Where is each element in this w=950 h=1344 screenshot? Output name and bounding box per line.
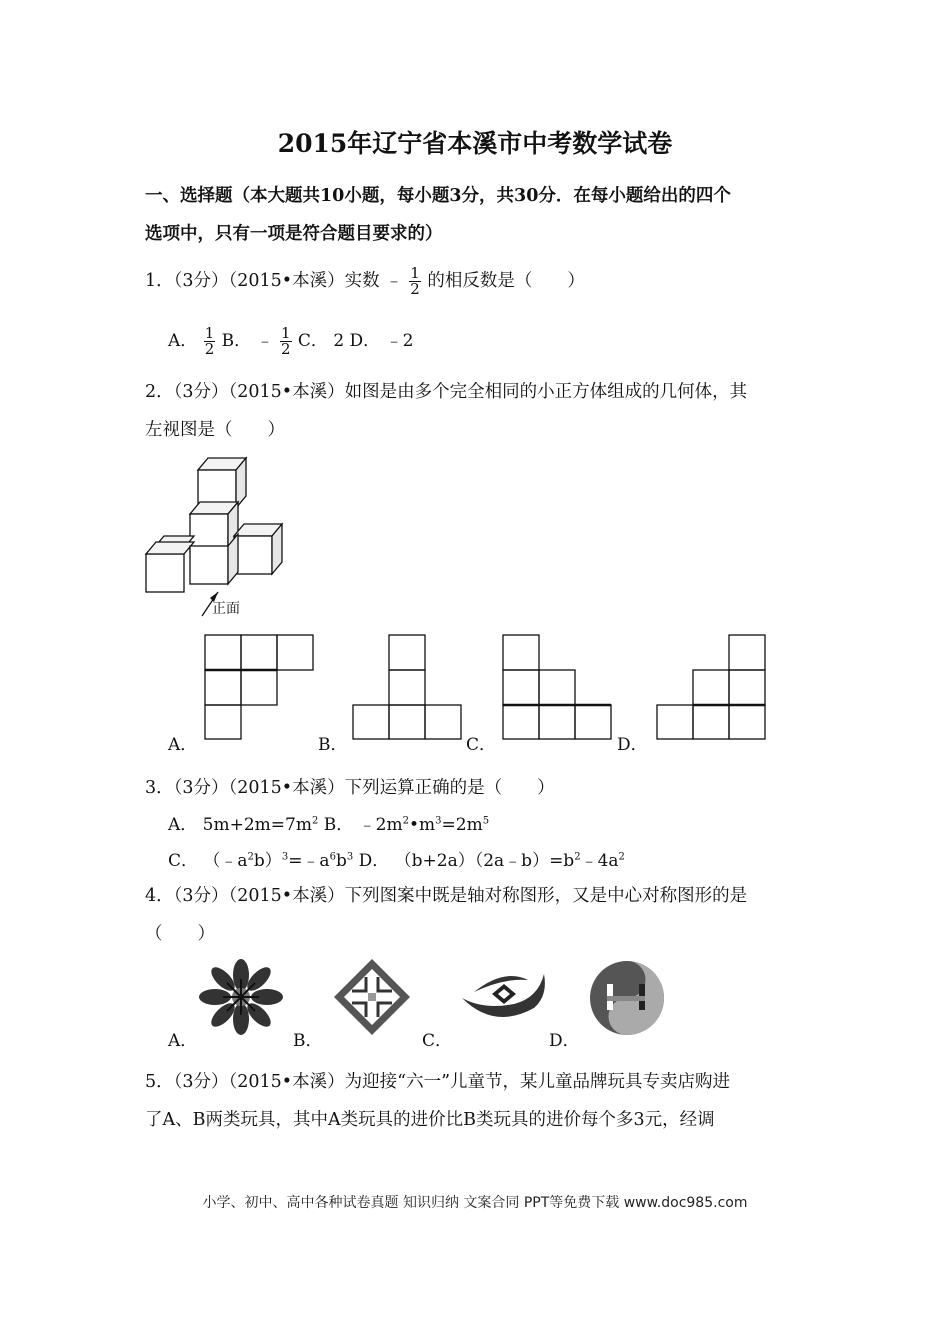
q1-opt-c-d: C． 2 D． ﹣2 bbox=[297, 331, 414, 351]
q1-opt-b: B． bbox=[221, 331, 252, 351]
q3-opt-b: B． ﹣2m bbox=[318, 815, 403, 835]
q4-opt-b: B． bbox=[293, 1031, 323, 1051]
q2-opt-a: A． bbox=[168, 735, 198, 755]
q2-opt-d: D． bbox=[617, 735, 648, 755]
question-5-line1: 5．（3分）（2015•本溪）为迎接“六一”儿童节，某儿童品牌玩具专卖店购进 bbox=[145, 1072, 731, 1092]
q3-opt-b-eq: =2m bbox=[441, 815, 483, 835]
q3-opt-c-sup2: 3 bbox=[281, 851, 289, 863]
q1-opt-b-den: 2 bbox=[280, 340, 291, 358]
q3-opt-d-end: ﹣4a bbox=[580, 851, 619, 871]
q3-opt-a-sup: 2 bbox=[311, 815, 319, 827]
question-4-line1: 4．（3分）（2015•本溪）下列图案中既是轴对称图形，又是中心对称图形的是 bbox=[145, 886, 748, 906]
q2-opt-b: B． bbox=[318, 735, 348, 755]
q1-suffix: 的相反数是（ ） bbox=[427, 271, 585, 291]
q3-opt-b-mid: •m bbox=[408, 815, 436, 835]
q1-opt-a: A． bbox=[168, 331, 198, 351]
page-title: 2015年辽宁省本溪市中考数学试卷 bbox=[277, 129, 673, 158]
front-label: 正面 bbox=[212, 601, 240, 617]
q4-opt-d: D． bbox=[549, 1031, 580, 1051]
pattern-b-image bbox=[334, 959, 410, 1035]
q1-opt-b-minus: ﹣ bbox=[256, 331, 274, 351]
page-footer: 小学、初中、高中各种试卷真题 知识归纳 文案合同 PPT等免费下载 www.doc985.com bbox=[202, 1195, 748, 1211]
pattern-a-image bbox=[199, 959, 283, 1035]
q4-opt-a: A． bbox=[168, 1031, 198, 1051]
q3-opt-c-sup1: 2 bbox=[247, 851, 254, 863]
q3-opt-b-sup2: 3 bbox=[435, 815, 442, 827]
q1-minus: ﹣ bbox=[385, 271, 403, 291]
question-3: 3．（3分）（2015•本溪）下列运算正确的是（ ） bbox=[145, 778, 555, 798]
question-4-line2: （ ） bbox=[145, 924, 215, 944]
question-2-line1: 2．（3分）（2015•本溪）如图是由多个完全相同的小正方体组成的几何体，其 bbox=[145, 382, 748, 402]
q3-opt-c-eq: =﹣a bbox=[288, 851, 330, 871]
q3-opt-c-sup3: 6 bbox=[329, 851, 336, 863]
q3-opt-d-sup2: 2 bbox=[618, 851, 625, 863]
section-heading-line2: 选项中，只有一项是符合题目要求的） bbox=[145, 224, 443, 244]
q3-opt-c-b: b bbox=[335, 851, 347, 871]
q2-opt-c: C． bbox=[466, 735, 497, 755]
q1-frac-num: 1 bbox=[410, 264, 420, 282]
q3-opt-b-sup1: 2 bbox=[402, 815, 409, 827]
q3-opt-a: A． 5m+2m=7m bbox=[168, 815, 312, 835]
q3-opt-c-sup4: 3 bbox=[346, 851, 354, 863]
q1-opt-a-den: 2 bbox=[204, 340, 215, 358]
q3-opt-c-mid: b） bbox=[253, 851, 282, 871]
q3-opt-d: D． （b+2a）（2a﹣b）=b bbox=[353, 851, 575, 871]
q1-prefix: 1．（3分）（2015•本溪）实数 bbox=[145, 271, 380, 291]
q3-opt-d-sup1: 2 bbox=[574, 851, 581, 863]
question-2-line2: 左视图是（ ） bbox=[145, 420, 285, 440]
pattern-c-image bbox=[462, 974, 545, 1017]
section-heading-line1: 一、选择题（本大题共10小题，每小题3分，共30分．在每小题给出的四个 bbox=[145, 186, 731, 206]
q4-opt-c: C． bbox=[422, 1031, 453, 1051]
q1-opt-a-num: 1 bbox=[204, 324, 215, 342]
q1-opt-b-num: 1 bbox=[280, 324, 291, 342]
q1-frac-den: 2 bbox=[410, 280, 420, 298]
q3-opt-b-sup3: 5 bbox=[482, 815, 490, 827]
pattern-d-image bbox=[590, 961, 664, 1035]
question-5-line2: 了A、B两类玩具，其中A类玩具的进价比B类玩具的进价每个多3元，经调 bbox=[145, 1110, 715, 1130]
q3-opt-c: C． （﹣a bbox=[168, 851, 248, 871]
